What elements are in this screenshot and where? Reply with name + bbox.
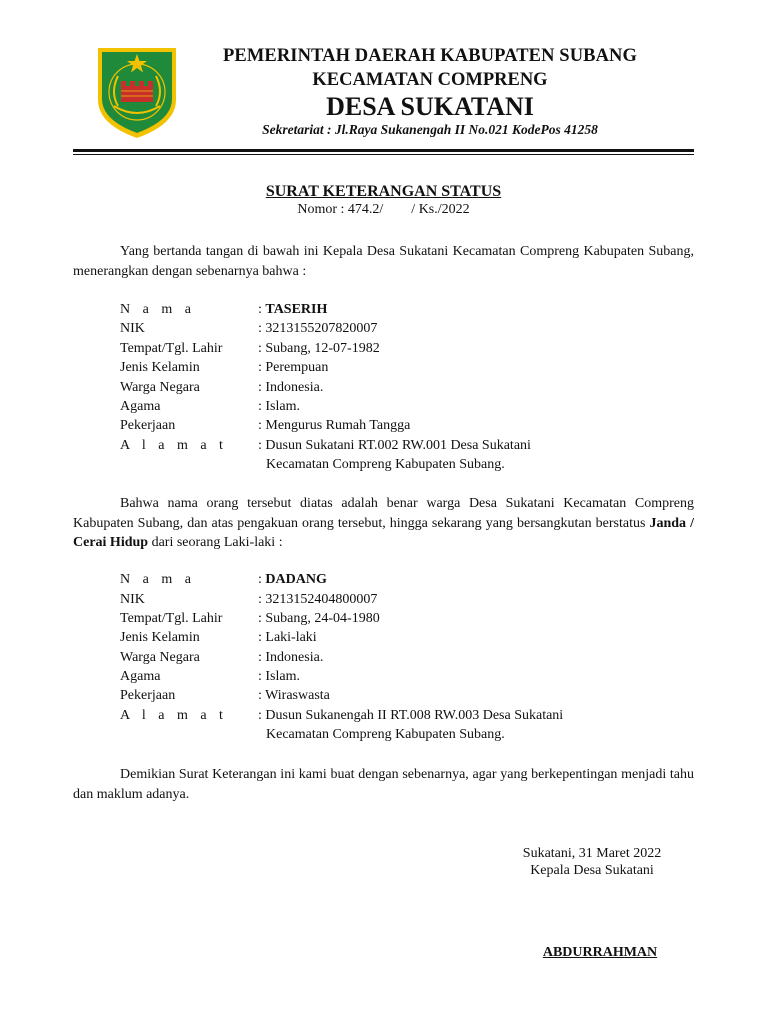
kop-line-village: DESA SUKATANI <box>326 92 534 121</box>
status-paragraph: Bahwa nama orang tersebut diatas adalah benar warga Desa Sukatani Kecamatan Compreng Kabupaten Subang, dan atas pengakuan orang tersebut, hingga sekarang yang bersangkutan berstatus Janda / Cerai Hidup dari seorang Laki-laki : <box>73 496 694 550</box>
closing-paragraph: Demikian Surat Keterangan ini kami buat dengan sebenarnya, agar yang berkepentingan menjadi tahu dan maklum adanya. <box>73 767 694 802</box>
letter-number: Nomor : 474.2/ / Ks./2022 <box>297 202 470 217</box>
kop-address: Sekretariat : Jl.Raya Sukanengah II No.021 KodePos 41258 <box>262 122 598 137</box>
kop-line-government: PEMERINTAH DAERAH KABUPATEN SUBANG <box>222 46 638 66</box>
header-rule-thick <box>73 149 694 152</box>
signer-title: Kepala Desa Sukatani <box>530 863 654 878</box>
signer-name: ABDURRAHMAN <box>542 945 658 960</box>
header-rule-thin <box>73 154 694 155</box>
intro-paragraph: Yang bertanda tangan di bawah ini Kepala Desa Sukatani Kecamatan Compreng Kabupaten Subang, menerangkan dengan sebenarnya bahwa : <box>73 244 694 279</box>
place-date: Sukatani, 31 Maret 2022 <box>522 846 662 861</box>
status-highlight: Janda / Cerai Hidup <box>73 515 694 550</box>
kop-line-district: KECAMATAN COMPRENG <box>312 70 548 90</box>
letter-title: SURAT KETERANGAN STATUS <box>265 183 502 200</box>
village-logo <box>94 42 180 140</box>
